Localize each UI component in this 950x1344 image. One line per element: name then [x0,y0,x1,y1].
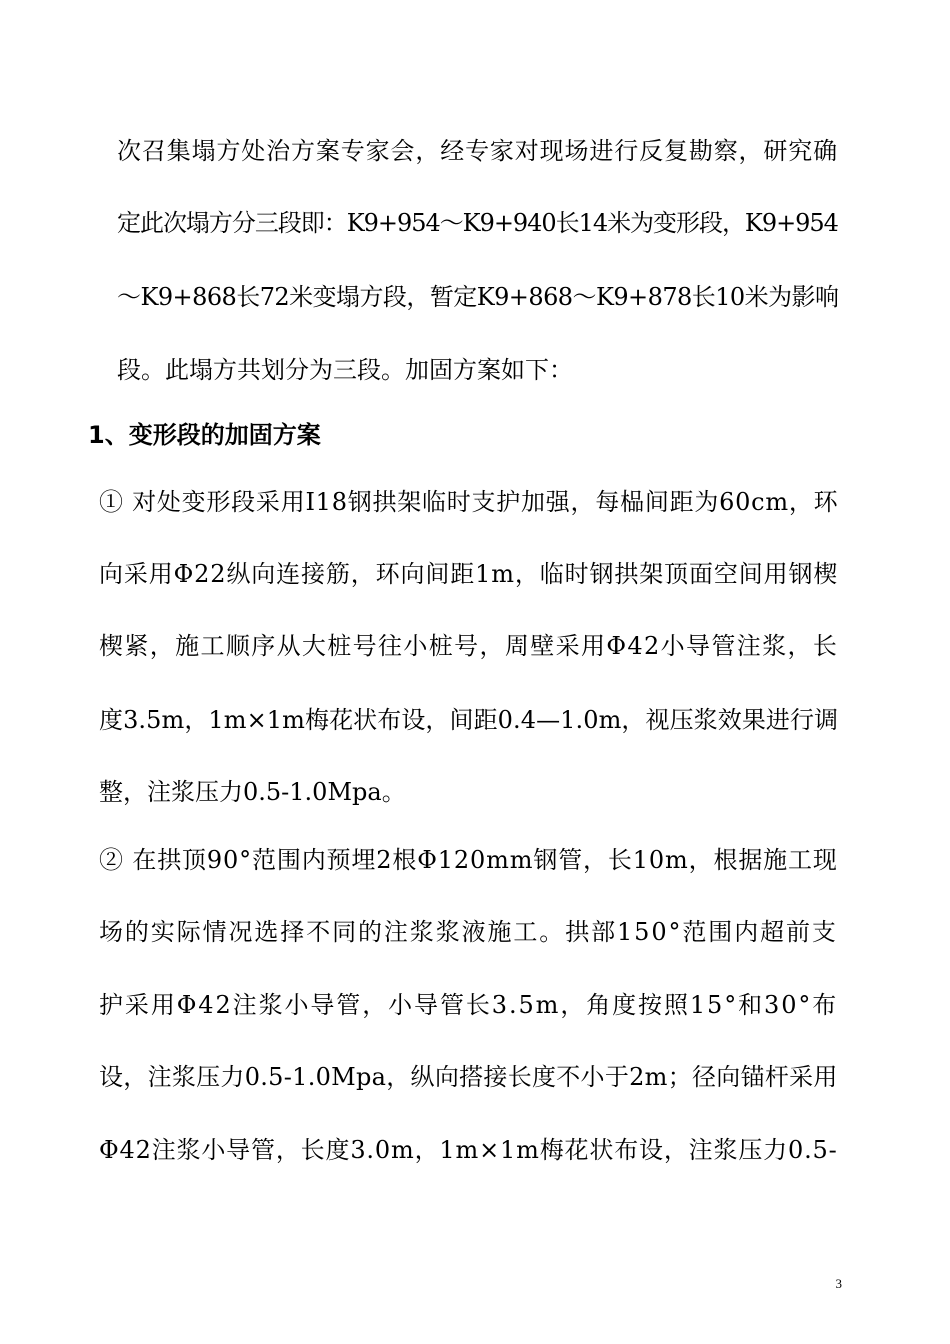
paragraph-line-3: ～K9+868长72米变塌方段，暂定K9+868～K9+878长10米为影响 [117,283,839,311]
item-2-line-5: Φ42注浆小导管，长度3.0m，1m×1m梅花状布设，注浆压力0.5- [99,1136,838,1164]
item-2-line-4: 设，注浆压力0.5-1.0Mpa，纵向搭接长度不小于2m；径向锚杆采用 [99,1063,838,1091]
item-1-line-5: 整，注浆压力0.5-1.0Mpa。 [99,778,406,806]
item-2-line-2: 场的实际情况选择不同的注浆浆液施工。拱部150°范围内超前支 [99,918,838,946]
paragraph-line-4: 段。此塌方共划分为三段。加固方案如下： [117,356,573,384]
item-1-line-2: 向采用Φ22纵向连接筋，环向间距1m，临时钢拱架顶面空间用钢楔 [99,560,839,588]
item-2-line-1: ② 在拱顶90°范围内预埋2根Φ120mm钢管，长10m，根据施工现 [99,846,838,874]
item-1-line-3: 楔紧，施工顺序从大桩号往小桩号，周壁采用Φ42小导管注浆，长 [99,632,839,660]
item-1-line-1: ① 对处变形段采用I18钢拱架临时支护加强，每榀间距为60cm，环 [99,488,839,516]
paragraph-line-2: 定此次塌方分三段即：K9+954～K9+940长14米为变形段，K9+954 [117,209,838,237]
item-2-line-3: 护采用Φ42注浆小导管，小导管长3.5m，角度按照15°和30°布 [99,991,839,1019]
paragraph-line-1: 次召集塌方处治方案专家会，经专家对现场进行反复勘察，研究确 [117,137,838,165]
item-1-line-4: 度3.5m，1m×1m梅花状布设，间距0.4—1.0m，视压浆效果进行调 [99,706,839,734]
page-number: 3 [835,1276,842,1291]
section-heading: 1、变形段的加固方案 [88,421,321,449]
